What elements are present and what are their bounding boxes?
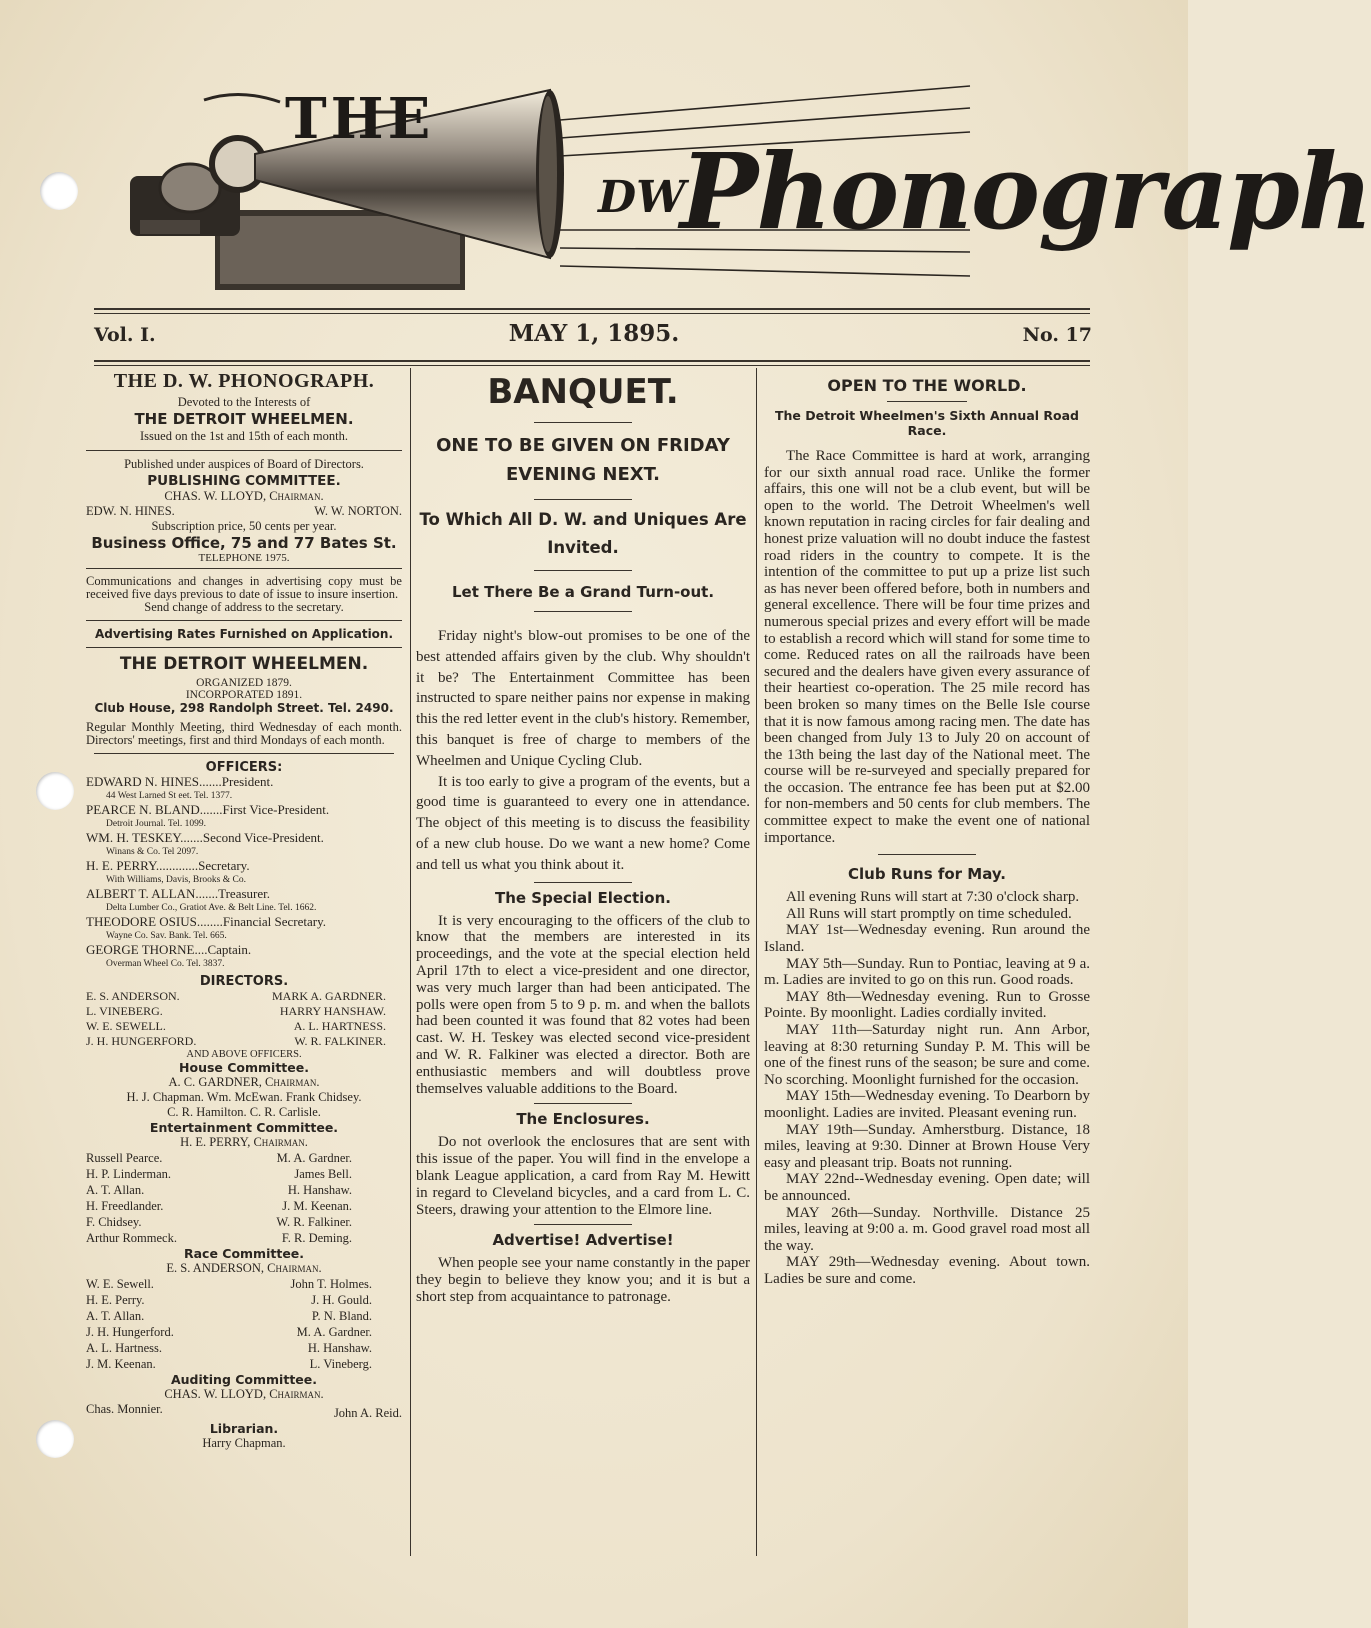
- race-committee-chairman: E. S. ANDERSON, Chairman.: [166, 1261, 322, 1275]
- divider: [878, 854, 976, 855]
- race-committee-members: W. E. Sewell. John T. Holmes. H. E. Perry. J. H. Gould. A. T. Allan. P. N. Bland. J. H. Hungerford. M. A. Gardner. A. L. Hartness. H. Hanshaw. J. M. Keenan. L. Vineberg.: [86, 1277, 372, 1371]
- auditing-chairman: CHAS. W. LLOYD, Chairman.: [164, 1387, 324, 1401]
- entertainment-committee-heading: Entertainment Committee.: [149, 1120, 339, 1135]
- club-run-entry: MAY 29th—Wednesday evening. About town. Ladies be sure and come.: [764, 1254, 1090, 1287]
- divider: [534, 1103, 632, 1104]
- devoted-line: Devoted to the Interests of: [177, 395, 311, 409]
- issued-line: Issued on the 1st and 15th of each month.: [140, 429, 348, 443]
- divider: [534, 1224, 632, 1225]
- enclosures-heading: The Enclosures.: [516, 1110, 650, 1129]
- publishing-member: EDW. N. HINES.: [86, 504, 175, 518]
- subscription-price: Subscription price, 50 cents per year.: [151, 519, 337, 533]
- divider: [534, 422, 632, 423]
- meeting-schedule: Regular Monthly Meeting, third Wednesday of each month. Directors' meetings, first and third Mondays of each month.: [86, 720, 402, 747]
- communications-notice: Communications and changes in advertising copy must be received five days previous to date of issue to insure insertion.: [86, 574, 402, 601]
- publication-title: THE D. W. PHONOGRAPH.: [113, 370, 375, 392]
- organized-line: ORGANIZED 1879.: [196, 677, 292, 689]
- divider: [534, 570, 632, 571]
- divider: [86, 450, 402, 451]
- column-road-race: [764, 368, 1090, 1288]
- officer-entry: EDWARD N. HINES.......President. 44 West Larned St eet. Tel. 1377.: [86, 774, 274, 801]
- publishing-chairman: CHAS. W. LLOYD, Chairman.: [164, 489, 324, 503]
- house-committee-members: H. J. Chapman. Wm. McEwan. Frank Chidsey.: [126, 1090, 362, 1104]
- house-committee-members: C. R. Hamilton. C. R. Carlisle.: [167, 1105, 321, 1119]
- banquet-subdeck: To Which All D. W. and Uniques Are Invited.: [419, 510, 747, 557]
- special-election-heading: The Special Election.: [495, 888, 671, 907]
- address-change-notice: Send change of address to the secretary.: [144, 600, 344, 614]
- race-committee-heading: Race Committee.: [183, 1246, 305, 1261]
- officer-entry: PEARCE N. BLAND.......First Vice-President. Detroit Journal. Tel. 1099.: [86, 802, 330, 829]
- masthead-the: THE: [285, 86, 435, 152]
- detroit-wheelmen-heading: THE DETROIT WHEELMEN.: [119, 654, 369, 674]
- binder-hole-top: [40, 172, 78, 210]
- column-masthead-info: [86, 368, 402, 1451]
- issue-number: No. 17: [1022, 324, 1092, 346]
- binder-hole-middle: [36, 772, 74, 810]
- volume-number: Vol. I.: [94, 324, 156, 346]
- dateline-rule: [94, 360, 1090, 362]
- librarian-name: Harry Chapman.: [202, 1436, 286, 1450]
- club-run-entry: MAY 11th—Saturday night run. Ann Arbor, leaving at 8:30 returning Sunday P. M. This will be one of the finest runs of the season; be sure and come. No scorching. Moonlight furnished for the occasion.: [764, 1022, 1090, 1088]
- banquet-turnout-line: Let There Be a Grand Turn-out.: [451, 583, 715, 601]
- officer-entry: ALBERT T. ALLAN.......Treasurer. Delta Lumber Co., Gratiot Ave. & Belt Line. Tel. 1662.: [86, 886, 317, 913]
- auditing-committee-heading: Auditing Committee.: [170, 1372, 317, 1387]
- club-house-address: Club House, 298 Randolph Street. Tel. 2490.: [94, 701, 394, 715]
- masthead-dw-monogram: DW: [598, 172, 686, 223]
- banquet-paragraph: Friday night's blow-out promises to be one of the best attended affairs given by the club. Why shouldn't it be? The Entertainment Committee has been instructed to spare neither pains nor expense in making this the red letter event in the club's history. Remember, this banquet is free of charge to members of the Wheelmen and Unique Cycling Club.: [416, 628, 750, 769]
- publishing-members: [86, 504, 402, 519]
- masthead: [120, 80, 1371, 300]
- directors-list: E. S. ANDERSON. MARK A. GARDNER. L. VINEBERG. HARRY HANSHAW. W. E. SEWELL. A. L. HARTNESS. J. H. HUNGERFORD. W. R. FALKINER.: [86, 989, 386, 1048]
- officers-list: [86, 775, 402, 971]
- incorporated-line: INCORPORATED 1891.: [185, 689, 303, 701]
- dateline-rule-thin: [94, 365, 1090, 366]
- club-name: THE DETROIT WHEELMEN.: [134, 410, 354, 428]
- enclosures-paragraph: Do not overlook the enclosures that are sent with this issue of the paper. You will find in the envelope a blank League application, a card from Ray M. Hewitt in regard to Cleveland bicycles, and a card from L. C. Steers, drawing your attention to the Elmore line.: [416, 1134, 750, 1218]
- divider: [94, 753, 394, 754]
- divider: [86, 568, 402, 569]
- club-run-entry: All Runs will start promptly on time scheduled.: [786, 905, 1072, 922]
- club-run-entry: MAY 1st—Wednesday evening. Run around the Island.: [764, 922, 1090, 956]
- column-divider-2: [756, 368, 757, 1556]
- advertising-rates: Advertising Rates Furnished on Application.: [94, 627, 394, 641]
- officer-entry: GEORGE THORNE....Captain. Overman Wheel Co. Tel. 3837.: [86, 942, 252, 969]
- and-above-officers: AND ABOVE OFFICERS.: [186, 1049, 302, 1060]
- binder-hole-bottom: [36, 1420, 74, 1458]
- divider: [534, 611, 632, 612]
- directors-heading: DIRECTORS.: [199, 974, 289, 989]
- house-committee-heading: House Committee.: [179, 1060, 309, 1075]
- officer-entry: H. E. PERRY.............Secretary. With Williams, Davis, Brooks & Co.: [86, 858, 250, 885]
- publishing-committee-heading: PUBLISHING COMMITTEE.: [147, 473, 341, 489]
- auditing-members: Chas. Monnier. John A. Reid.: [86, 1402, 402, 1420]
- club-run-entry: MAY 5th—Sunday. Run to Pontiac, leaving at 9 a. m. Ladies are invited to go on this run. Good roads.: [764, 955, 1090, 989]
- auspices-line: Published under auspices of Board of Directors.: [124, 457, 364, 471]
- masthead-rule-top-thin: [94, 313, 1090, 314]
- club-run-entry: All evening Runs will start at 7:30 o'clock sharp.: [786, 889, 1080, 906]
- club-runs-list: [764, 889, 1090, 1287]
- officer-entry: WM. H. TESKEY.......Second Vice-President. Winans & Co. Tel 2097.: [86, 830, 324, 857]
- club-run-entry: MAY 26th—Sunday. Northville. Distance 25 miles, leaving at 9:00 a. m. Good gravel road most all the way.: [764, 1204, 1090, 1254]
- road-race-deck: The Detroit Wheelmen's Sixth Annual Road Race.: [774, 408, 1079, 438]
- road-race-headline: OPEN TO THE WORLD.: [827, 376, 1027, 395]
- column-divider-1: [410, 368, 411, 1556]
- officers-heading: OFFICERS:: [205, 760, 283, 775]
- house-committee-chairman: A. C. GARDNER, Chairman.: [168, 1075, 320, 1089]
- banquet-paragraph: It is too early to give a program of the events, but a good time is guaranteed to every one in attendance. The object of this meeting is to discuss the feasibility of a new club house. Do we want a new home? Come and tell us what you think about it.: [416, 773, 750, 873]
- club-run-entry: MAY 19th—Sunday. Amherstburg. Distance, 18 miles, leaving at 9:30. Dinner at Brown House Very easy and pleasant trip. Boats not running.: [764, 1121, 1090, 1171]
- officer-entry: THEODORE OSIUS........Financial Secretary. Wayne Co. Sav. Bank. Tel. 665.: [86, 914, 326, 941]
- divider: [887, 401, 967, 402]
- advertise-paragraph: When people see your name constantly in the paper they begin to believe they know you; and it is but a short step from acquaintance to patronage.: [416, 1255, 750, 1305]
- banquet-deck: ONE TO BE GIVEN ON FRIDAY EVENING NEXT.: [436, 435, 730, 485]
- club-runs-heading: Club Runs for May.: [848, 865, 1006, 884]
- column-banquet: [416, 368, 750, 1306]
- entertainment-members: Russell Pearce. M. A. Gardner. H. P. Linderman. James Bell. A. T. Allan. H. Hanshaw. H. Freedlander. J. M. Keenan. F. Chidsey. W. R. Falkiner. Arthur Rommeck. F. R. Deming.: [86, 1151, 352, 1245]
- divider: [534, 499, 632, 500]
- club-run-entry: MAY 22nd--Wednesday evening. Open date; will be announced.: [764, 1171, 1090, 1204]
- road-race-paragraph: The Race Committee is hard at work, arranging for our sixth annual road race. Unlike the former affairs, this one will not be a club event, but will be open to the world. The Detroit Wheelmen's well known reputation in racing circles for fair dealing and honest prize valuation will no doubt induce the fastest road riders in the country to compete. It is the intention of the committee to put up a prize list such as has never been offered before, both in numbers and general excellence. There will be four time prizes and numerous special prizes and every effort will be made to establish a record which will stand for some time to come. Reduced rates on all the railroads have been secured and the dealers have given every assurance of their heartiest co-operation. The 25 mile record has been broken so many times on the Belle Isle course that it is now famous among racing men. The date has been changed from July 13 to July 20 on account of the 13th being the last day of the National meet. The course will be re-surveyed and specially prepared for the occasion. The entrance fee has been put at $2.00 for non-members and 50 cents for club members. The committee expect to make the event one of national importance.: [764, 448, 1090, 846]
- advertise-heading: Advertise! Advertise!: [492, 1231, 674, 1250]
- divider: [86, 620, 402, 621]
- divider: [86, 647, 402, 648]
- librarian-heading: Librarian.: [209, 1421, 279, 1436]
- divider: [534, 882, 632, 883]
- special-election-paragraph: It is very encouraging to the officers of the club to know that the members are interested in its proceedings, and the vote at the special election held April 17th to elect a vice-president and one director, was very much larger than had been anticipated. The polls were open from 5 to 9 p. m. and when the ballots had been counted it was found that 82 votes had been cast. W. H. Teskey was elected second vice-president and W. R. Falkiner was elected a director. Both are enthusiastic members and will doubtless prove themselves valuable additions to the Board.: [416, 912, 750, 1097]
- masthead-rule-top: [94, 308, 1090, 310]
- banquet-headline: BANQUET.: [487, 372, 679, 412]
- telephone: TELEPHONE 1975.: [198, 552, 290, 564]
- masthead-title: Phonograph: [680, 130, 1371, 253]
- club-run-entry: MAY 8th—Wednesday evening. Run to Grosse Pointe. By moonlight. Ladies cordially invited.: [764, 988, 1090, 1022]
- business-office: Business Office, 75 and 77 Bates St.: [91, 534, 397, 552]
- publishing-member: W. W. NORTON.: [314, 504, 402, 518]
- issue-date: MAY 1, 1895.: [508, 320, 680, 347]
- entertainment-chairman: H. E. PERRY, Chairman.: [180, 1135, 308, 1149]
- club-run-entry: MAY 15th—Wednesday evening. To Dearborn by moonlight. Ladies are invited. Pleasant evening run.: [764, 1088, 1090, 1121]
